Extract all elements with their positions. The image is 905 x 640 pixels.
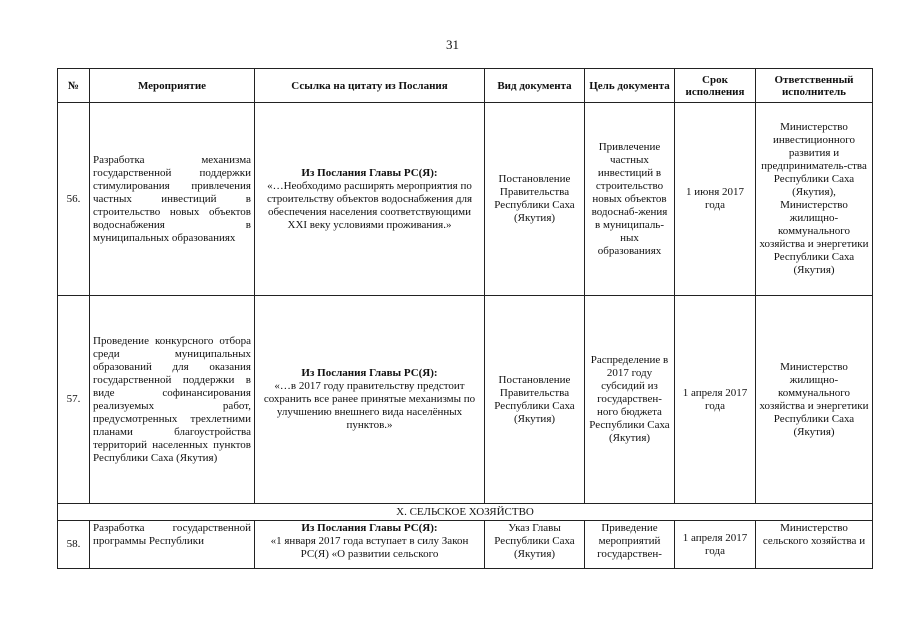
header-deadline: Срок исполнения xyxy=(675,69,756,103)
doc-type-cell: Постановление Правительства Республики Саха (Якутия) xyxy=(485,296,585,504)
header-executor: Ответственный исполнитель xyxy=(756,69,873,103)
page-number: 31 xyxy=(446,37,459,52)
citation-text: «1 января 2017 года вступает в силу Закон РС(Я) «О развитии сельского xyxy=(270,535,469,560)
header-citation: Ссылка на цитату из Послания xyxy=(255,69,485,103)
row-number: 57. xyxy=(58,296,90,504)
section-row xyxy=(58,504,873,521)
event-cell: Проведение конкурсного отбора среди муниципальных образований для оказания государственной поддержки в виде софинансирования реализуемых работ, предусмотренных трехлетними планами благоустройства территорий населенных пунктов Республики Саха (Якутия) xyxy=(90,296,255,504)
table-row xyxy=(58,521,873,569)
section-title: Х. СЕЛЬСКОЕ ХОЗЯЙСТВО xyxy=(58,504,873,521)
goal-cell: Приведение мероприятий государствен- xyxy=(585,521,675,569)
goal-cell: Распределение в 2017 году субсидий из государствен-ного бюджета Республики Саха (Якутия) xyxy=(585,296,675,504)
doc-type-cell: Указ Главы Республики Саха (Якутия) xyxy=(485,521,585,569)
header-event: Мероприятие xyxy=(90,69,255,103)
citation-text: «…в 2017 году правительству предстоит сохранить все ранее принятые механизмы по улучшению внешнего вида населённых пунктов.» xyxy=(263,380,476,431)
row-number: 58. xyxy=(58,521,90,569)
citation-cell xyxy=(255,521,485,569)
executor-cell: Министерство жилищно-коммунального хозяйства и энергетики Республики Саха (Якутия) xyxy=(756,296,873,504)
event-cell: Разработка механизма государственной поддержки стимулирования привлечения частных инвестиций в строительство новых объектов водоснабжения в муниципальных образованиях xyxy=(90,103,255,296)
executor-cell: Министерство сельского хозяйства и xyxy=(756,521,873,569)
citation-heading: Из Послания Главы РС(Я): xyxy=(301,166,438,179)
goal-cell: Привлечение частных инвестиций в строительство новых объектов водоснаб-жения в муниципаль-ных образованиях xyxy=(585,103,675,296)
header-num: № xyxy=(58,69,90,103)
doc-type-cell: Постановление Правительства Республики Саха (Якутия) xyxy=(485,103,585,296)
table-row xyxy=(58,296,873,504)
header-row xyxy=(58,69,873,103)
measures-table xyxy=(57,68,873,569)
executor-cell: Министерство инвестиционного развития и предприниматель-ства Республики Саха (Якутия), Министерство жилищно-коммунального хозяйства и энергетики Республики Саха (Якутия) xyxy=(756,103,873,296)
citation-heading: Из Послания Главы РС(Я): xyxy=(301,367,438,379)
header-goal: Цель документа xyxy=(585,69,675,103)
header-doc-type: Вид документа xyxy=(485,69,585,103)
deadline-cell: 1 апреля 2017 года xyxy=(675,296,756,504)
deadline-cell: 1 июня 2017 года xyxy=(675,103,756,296)
citation-cell xyxy=(255,296,485,504)
table-row xyxy=(58,103,873,296)
citation-text: «…Необходимо расширять мероприятия по строительству объектов водоснабжения для обеспечения населения соответствующими XXI веку условиями проживания.» xyxy=(266,179,473,231)
event-cell: Разработка государственной программы Республики xyxy=(90,521,255,569)
row-number: 56. xyxy=(58,103,90,296)
deadline-cell: 1 апреля 2017 года xyxy=(675,521,756,569)
citation-heading: Из Послания Главы РС(Я): xyxy=(301,522,438,534)
citation-cell xyxy=(255,103,485,296)
